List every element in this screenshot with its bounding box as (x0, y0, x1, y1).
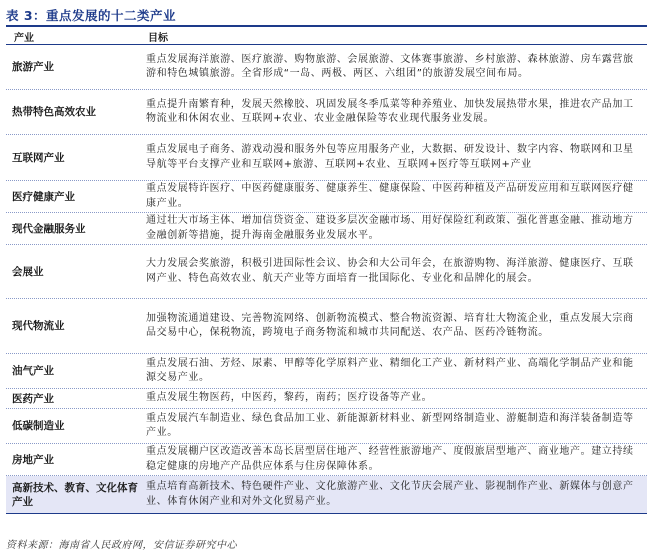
industry-name: 房地产业 (12, 453, 54, 466)
industry-target: 重点发展电子商务、游戏动漫和服务外包等应用服务产业，大数据、研发设计、数字内容、物联网和卫星导航等平台支撑产业和互联网+旅游、互联网+农业、互联网+医疗等互联网+产业 (146, 144, 634, 170)
industry-name: 现代物流业 (12, 320, 65, 332)
table-row (6, 213, 647, 245)
industry-target: 重点发展海洋旅游、医疗旅游、购物旅游、会展旅游、文体赛事旅游、乡村旅游、森林旅游、房车露营旅游和特色城镇旅游。全省形成“一岛、两极、两区、六组团”的旅游发展空间布局。 (146, 53, 634, 79)
industry-target: 重点发展生物医药，中医药，黎药，南药；医疗设备等产业。 (146, 392, 433, 404)
industry-target: 重点发展棚户区改造改善本岛长居型居住地产、经营性旅游地产、度假旅居型地产、商业地产。建立持续稳定健康的房地产产品供应体系与住房保障体系。 (146, 446, 634, 472)
industry-target: 加强物流通道建设、完善物流网络、创新物流模式、整合物流资源、培育壮大物流企业，重点发展大宗商品交易中心，保税物流，跨境电子商务物流和城市共同配送、农产品、医药冷链物流。 (146, 312, 634, 338)
industry-target: 通过壮大市场主体、增加信贷资金、建设多层次金融市场、用好保险红利政策、强化普惠金融、推动地方金融创新等措施，提升海南金融服务业发展水平。 (146, 215, 634, 241)
table-row (6, 409, 647, 444)
industry-name: 热带特色高效农业 (12, 106, 96, 118)
industry-name: 油气产业 (12, 365, 54, 377)
header-industry: 产业 (14, 33, 34, 44)
industry-name: 医药产业 (12, 392, 54, 405)
industry-target: 重点培育高新技术、特色硬件产业、文化旅游产业、文化节庆会展产业、影视制作产业、新媒体与创意产业、体育休闲产业和对外文化贸易产业。 (146, 481, 634, 507)
table-row (6, 299, 647, 354)
table-row (6, 245, 647, 299)
table-header (6, 27, 647, 45)
industry-name: 现代金融服务业 (12, 222, 86, 235)
industry-target: 重点提升南繁育种，发展天然橡胶、巩固发展冬季瓜菜等种养殖业、加快发展热带水果，推进农产品加工物流业和休闲农业、互联网+农业、农业金融保险等农业现代服务业发展。 (146, 98, 634, 124)
industry-target: 重点发展特许医疗、中医药健康服务、健康养生、健康保险、中医药种植及产品研发应用和互联网医疗健康产业。 (146, 183, 634, 209)
industry-name: 低碳制造业 (12, 420, 65, 432)
industry-name: 旅游产业 (12, 61, 54, 73)
industry-name: 互联网产业 (12, 151, 65, 164)
table-row (6, 181, 647, 213)
industry-name: 医疗健康产业 (12, 190, 75, 203)
table-row (6, 444, 647, 476)
header-target: 目标 (148, 33, 168, 44)
table-row-highlighted (6, 476, 647, 514)
industry-target: 大力发展会奖旅游，积极引进国际性会议、协会和大公司年会，在旅游购物、海洋旅游、健康医疗、互联网产业、特色高效农业、航天产业等方面培育一批国际化、专业化和品牌化的展会。 (146, 258, 634, 284)
source-note: 资料来源：海南省人民政府网，安信证券研究中心 (6, 540, 237, 551)
industry-name: 会展业 (12, 265, 44, 278)
table-row (6, 354, 647, 389)
industry-target: 重点发展汽车制造业、绿色食品加工业、新能源新材料业、新型网络制造业、游艇制造和海洋装备制造等产业。 (146, 412, 634, 438)
industry-target: 重点发展石油、芳烃、尿素、甲醇等化学原料产业、精细化工产业、新材料产业、高端化学制品产业和能源交易产业。 (146, 357, 634, 383)
table-row (6, 135, 647, 181)
table-row (6, 90, 647, 135)
table-row (6, 389, 647, 409)
industry-name: 高新技术、教育、文化体育产业 (12, 481, 138, 508)
table-body (6, 45, 647, 514)
table-title: 表 3：重点发展的十二类产业 (6, 8, 177, 23)
table-row (6, 45, 647, 90)
